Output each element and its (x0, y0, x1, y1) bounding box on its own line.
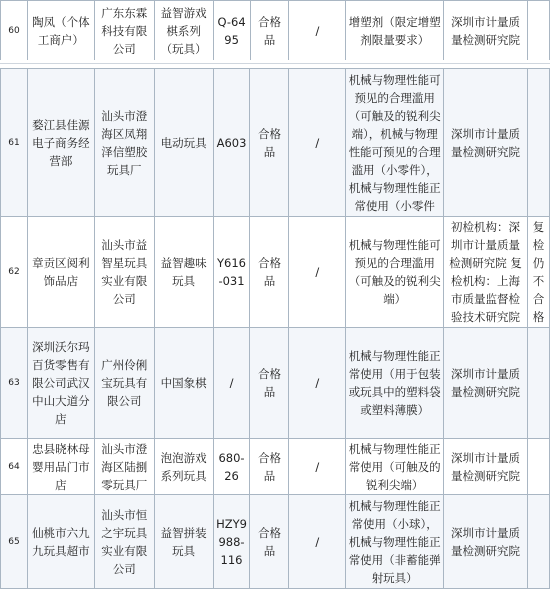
sampled-unit: 婺江县佳源电子商务经营部 (27, 69, 94, 217)
product-name: 泡泡游戏系列玩具 (154, 439, 213, 495)
result: 合格品 (250, 217, 289, 328)
product-name: 电动玩具 (154, 69, 213, 217)
table-row (1, 495, 550, 589)
manufacturer: 广州伶俐宝玩具有限公司 (94, 328, 154, 439)
table-row (1, 217, 550, 328)
slash-cell: / (289, 439, 346, 495)
result: 合格品 (250, 69, 289, 217)
test-item: 机械与物理性能可预见的合理滥用（可触及的锐利尖端），机械与物理性能可预见的合理滥用（小零件），机械与物理性能正常使用（小零件 (346, 69, 444, 217)
slash-cell: / (289, 69, 346, 217)
model: HZY9988-116 (213, 495, 250, 589)
test-org: 深圳市计量质量检测研究院 (444, 495, 528, 589)
slash-cell: / (289, 217, 346, 328)
test-org: 深圳市计量质量检测研究院 (444, 1, 528, 61)
test-org: 深圳市计量质量检测研究院 (444, 69, 528, 217)
sampled-unit: 仙桃市六九九玩具超市 (27, 495, 94, 589)
remark (527, 69, 549, 217)
result: 合格品 (250, 439, 289, 495)
table-row (1, 439, 550, 495)
manufacturer: 汕头市澄海区陆捌零玩具厂 (94, 439, 154, 495)
model: Y616-031 (213, 217, 250, 328)
test-item: 机械与物理性能可预见的合理滥用（可触及的锐利尖端） (346, 217, 444, 328)
manufacturer: 汕头市恒之宇玩具实业有限公司 (94, 495, 154, 589)
sampled-unit: 忠县晓林母婴用品门市店 (27, 439, 94, 495)
product-name: 益智拼装玩具 (154, 495, 213, 589)
product-name: 益智趣味玩具 (154, 217, 213, 328)
manufacturer: 汕头市益智星玩具实业有限公司 (94, 217, 154, 328)
row-number: 60 (1, 1, 28, 61)
test-item: 机械与物理性能正常使用（可触及的锐利尖端） (346, 439, 444, 495)
slash-cell: / (289, 495, 346, 589)
table-row (1, 1, 550, 61)
row-number: 64 (1, 439, 28, 495)
manufacturer: 汕头市澄海区凤翔泽信塑胶玩具厂 (94, 69, 154, 217)
table-break (0, 60, 550, 68)
manufacturer: 广东东霖科技有限公司 (94, 1, 154, 61)
results-table (0, 68, 550, 589)
result: 合格品 (250, 1, 289, 61)
model: Q-6495 (213, 1, 250, 61)
results-table-top (0, 0, 550, 61)
remark (527, 1, 549, 61)
product-name: 中国象棋 (154, 328, 213, 439)
model: / (213, 328, 250, 439)
row-number: 61 (1, 69, 28, 217)
test-item: 机械与物理性能正常使用（小球），机械与物理性能正常使用（非蓄能弹射玩具） (346, 495, 444, 589)
sampled-unit: 陶凤（个体工商户） (27, 1, 94, 61)
row-number: 62 (1, 217, 28, 328)
model: A603 (213, 69, 250, 217)
result: 合格品 (250, 328, 289, 439)
slash-cell: / (289, 1, 346, 61)
row-number: 65 (1, 495, 28, 589)
remark (527, 328, 549, 439)
product-name: 益智游戏棋系列（玩具） (154, 1, 213, 61)
test-org: 深圳市计量质量检测研究院 (444, 439, 528, 495)
remark (527, 439, 549, 495)
table-row (1, 328, 550, 439)
test-org: 初检机构：深圳市计量质量检测研究院 复检机构：上海市质量监督检验技术研究院 (444, 217, 528, 328)
test-org: 深圳市计量质量检测研究院 (444, 328, 528, 439)
remark: 复检仍不合格 (527, 217, 549, 328)
remark (527, 495, 549, 589)
row-number: 63 (1, 328, 28, 439)
table-row (1, 69, 550, 217)
result: 合格品 (250, 495, 289, 589)
model: 680-26 (213, 439, 250, 495)
slash-cell: / (289, 328, 346, 439)
test-item: 增塑剂（限定增塑剂限量要求） (346, 1, 444, 61)
test-item: 机械与物理性能正常使用（用于包装或玩具中的塑料袋或塑料薄膜） (346, 328, 444, 439)
sampled-unit: 章贡区阅利饰品店 (27, 217, 94, 328)
sampled-unit: 深圳沃尔玛百货零售有限公司武汉中山大道分店 (27, 328, 94, 439)
